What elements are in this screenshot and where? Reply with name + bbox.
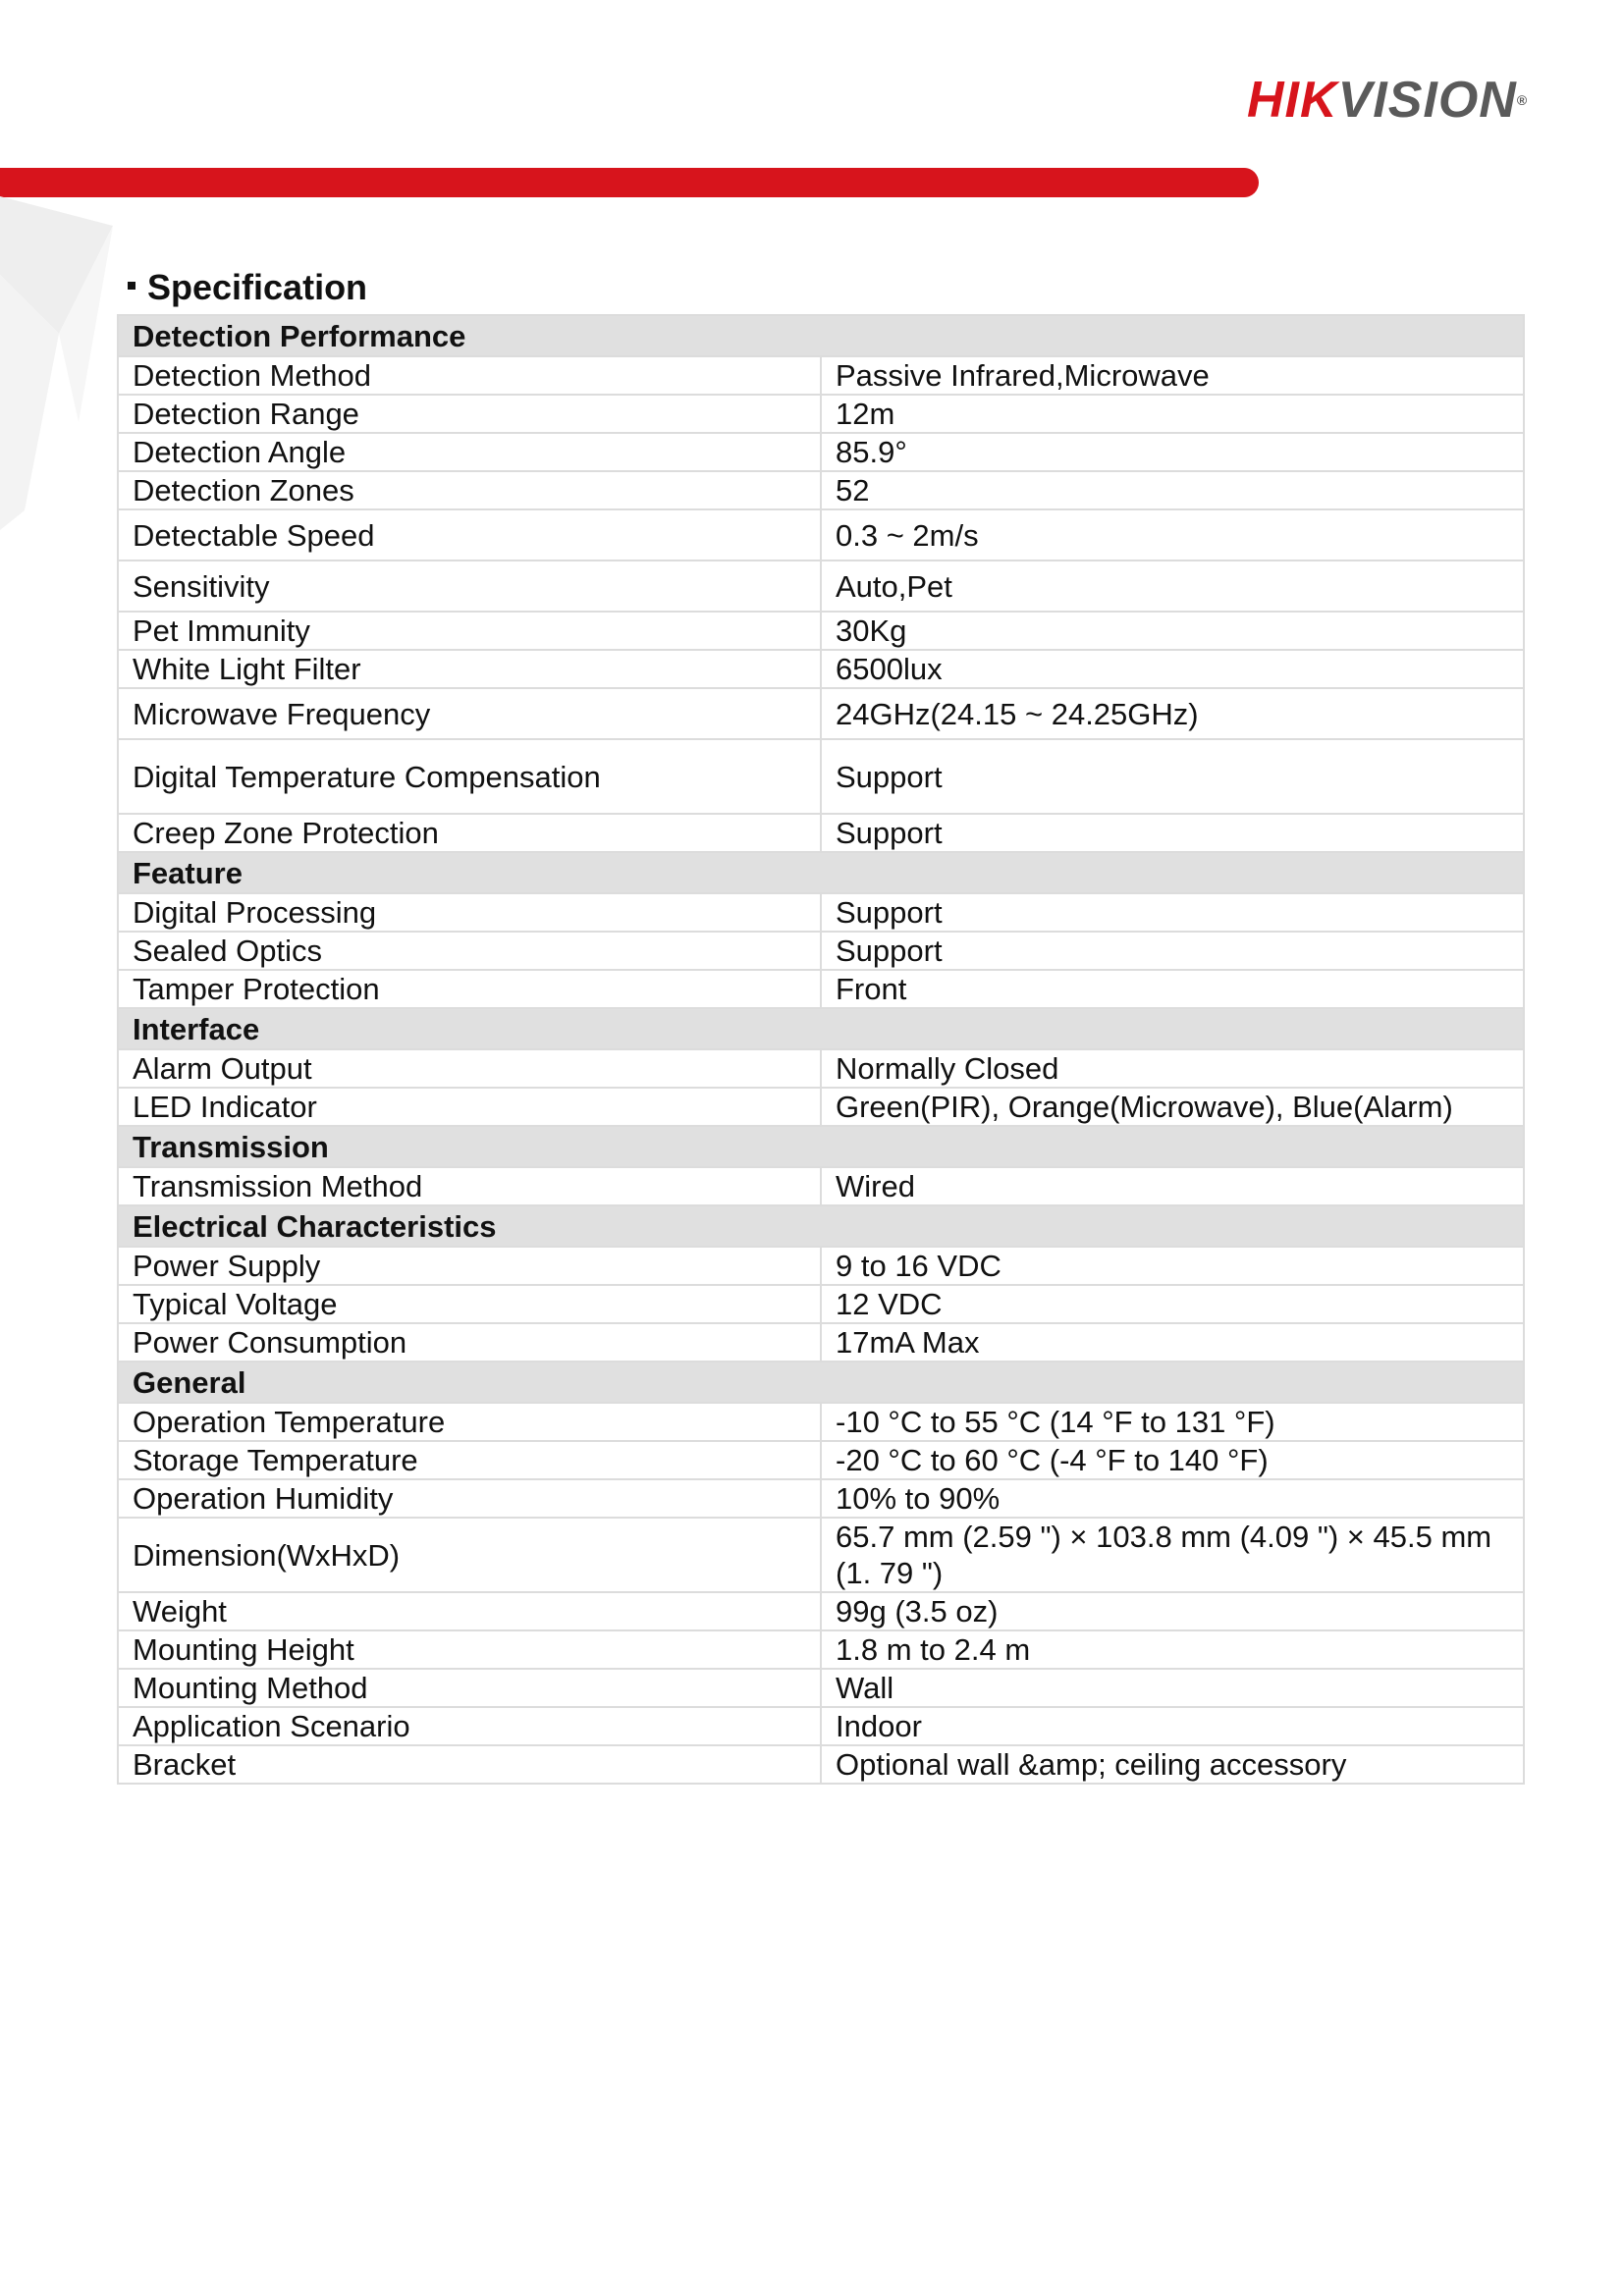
spec-value: 30Kg (821, 612, 1524, 650)
table-row (118, 1247, 1524, 1285)
table-row (118, 893, 1524, 932)
table-row (118, 356, 1524, 395)
spec-label: Alarm Output (118, 1049, 821, 1088)
spec-value: 85.9° (821, 433, 1524, 471)
section-header-row (118, 315, 1524, 356)
decorative-shape-icon (0, 196, 128, 530)
spec-label: Detection Angle (118, 433, 821, 471)
specification-table-body (118, 315, 1524, 1784)
table-row (118, 1745, 1524, 1784)
section-title: Transmission (118, 1126, 1524, 1167)
section-header-row (118, 1126, 1524, 1167)
table-row (118, 1285, 1524, 1323)
spec-label: Transmission Method (118, 1167, 821, 1205)
spec-label: Sensitivity (118, 561, 821, 612)
section-title: Electrical Characteristics (118, 1205, 1524, 1247)
spec-value: Normally Closed (821, 1049, 1524, 1088)
spec-label: Digital Temperature Compensation (118, 739, 821, 814)
spec-value: Support (821, 932, 1524, 970)
table-row (118, 739, 1524, 814)
specification-table (117, 314, 1525, 1785)
table-row (118, 1167, 1524, 1205)
spec-value: -10 °C to 55 °C (14 °F to 131 °F) (821, 1403, 1524, 1441)
table-row (118, 650, 1524, 688)
spec-label: Operation Humidity (118, 1479, 821, 1518)
spec-value: Wired (821, 1167, 1524, 1205)
spec-value: Wall (821, 1669, 1524, 1707)
section-title: Interface (118, 1008, 1524, 1049)
spec-label: Mounting Method (118, 1669, 821, 1707)
section-header-row (118, 1362, 1524, 1403)
section-title: Feature (118, 852, 1524, 893)
logo-text-gray: VISION (1337, 72, 1517, 129)
spec-label: Detection Method (118, 356, 821, 395)
spec-label: Mounting Height (118, 1630, 821, 1669)
table-row (118, 1049, 1524, 1088)
spec-value: -20 °C to 60 °C (-4 °F to 140 °F) (821, 1441, 1524, 1479)
spec-label: Tamper Protection (118, 970, 821, 1008)
spec-value: 1.8 m to 2.4 m (821, 1630, 1524, 1669)
section-header-row (118, 1205, 1524, 1247)
table-row (118, 509, 1524, 561)
spec-value: Green(PIR), Orange(Microwave), Blue(Alarm) (821, 1088, 1524, 1126)
spec-label: LED Indicator (118, 1088, 821, 1126)
table-row (118, 1518, 1524, 1592)
section-title: General (118, 1362, 1524, 1403)
spec-value: Indoor (821, 1707, 1524, 1745)
spec-label: Bracket (118, 1745, 821, 1784)
spec-value: 65.7 mm (2.59 ") × 103.8 mm (4.09 ") × 45.5 mm (1. 79 ") (821, 1518, 1524, 1592)
spec-label: Application Scenario (118, 1707, 821, 1745)
page-title (128, 267, 367, 308)
table-row (118, 561, 1524, 612)
spec-value: 24GHz(24.15 ~ 24.25GHz) (821, 688, 1524, 739)
table-row (118, 970, 1524, 1008)
spec-value: 6500lux (821, 650, 1524, 688)
spec-label: Detectable Speed (118, 509, 821, 561)
table-row (118, 395, 1524, 433)
hikvision-logo (1247, 71, 1561, 130)
table-row (118, 1403, 1524, 1441)
table-row (118, 814, 1524, 852)
spec-label: Detection Zones (118, 471, 821, 509)
spec-value: 9 to 16 VDC (821, 1247, 1524, 1285)
spec-value: 0.3 ~ 2m/s (821, 509, 1524, 561)
spec-label: White Light Filter (118, 650, 821, 688)
table-row (118, 1669, 1524, 1707)
table-row (118, 1707, 1524, 1745)
table-row (118, 1479, 1524, 1518)
spec-label: Dimension(WxHxD) (118, 1518, 821, 1592)
spec-label: Power Consumption (118, 1323, 821, 1362)
spec-value: 12m (821, 395, 1524, 433)
table-row (118, 1592, 1524, 1630)
spec-value: 99g (3.5 oz) (821, 1592, 1524, 1630)
spec-label: Creep Zone Protection (118, 814, 821, 852)
section-title: Detection Performance (118, 315, 1524, 356)
table-row (118, 433, 1524, 471)
spec-value: Support (821, 739, 1524, 814)
spec-label: Power Supply (118, 1247, 821, 1285)
table-row (118, 1088, 1524, 1126)
spec-value: Optional wall &amp; ceiling accessory (821, 1745, 1524, 1784)
spec-value: 12 VDC (821, 1285, 1524, 1323)
spec-label: Pet Immunity (118, 612, 821, 650)
spec-value: 17mA Max (821, 1323, 1524, 1362)
spec-label: Weight (118, 1592, 821, 1630)
spec-label: Typical Voltage (118, 1285, 821, 1323)
table-row (118, 612, 1524, 650)
logo-text-red: HIK (1247, 72, 1338, 129)
section-header-row (118, 1008, 1524, 1049)
spec-value: Support (821, 814, 1524, 852)
logo-registered-mark: ® (1516, 92, 1529, 108)
spec-value: 10% to 90% (821, 1479, 1524, 1518)
spec-value: 52 (821, 471, 1524, 509)
spec-label: Sealed Optics (118, 932, 821, 970)
table-row (118, 1630, 1524, 1669)
header-red-band (0, 168, 1259, 197)
table-row (118, 471, 1524, 509)
spec-label: Digital Processing (118, 893, 821, 932)
table-row (118, 1323, 1524, 1362)
spec-value: Support (821, 893, 1524, 932)
spec-value: Front (821, 970, 1524, 1008)
table-row (118, 1441, 1524, 1479)
spec-label: Storage Temperature (118, 1441, 821, 1479)
page-title-text: Specification (147, 267, 368, 307)
spec-label: Detection Range (118, 395, 821, 433)
spec-value: Passive Infrared,Microwave (821, 356, 1524, 395)
section-header-row (118, 852, 1524, 893)
spec-value: Auto,Pet (821, 561, 1524, 612)
title-bullet-icon (128, 282, 135, 290)
table-row (118, 688, 1524, 739)
spec-label: Operation Temperature (118, 1403, 821, 1441)
table-row (118, 932, 1524, 970)
spec-label: Microwave Frequency (118, 688, 821, 739)
